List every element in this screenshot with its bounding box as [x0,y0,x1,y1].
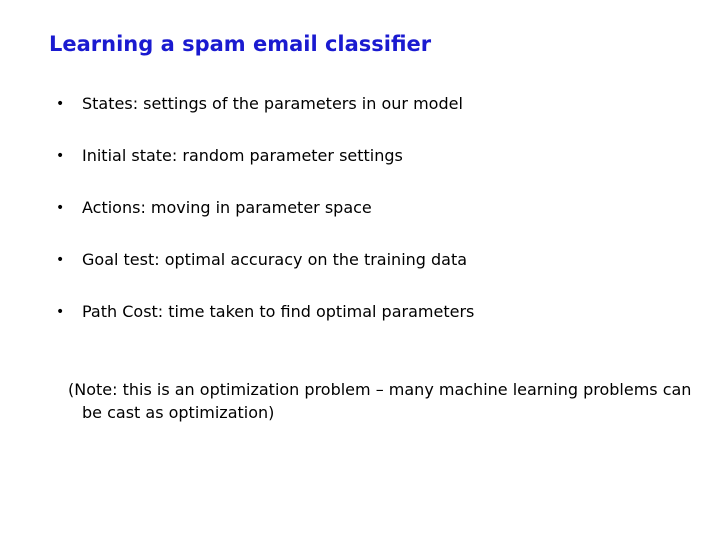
bullet-text-goal-test: Goal test: optimal accuracy on the training data [82,250,468,269]
bullet-text-states: States: settings of the parameters in our model [82,94,463,113]
bullet-dot-icon: • [56,96,65,112]
bullet-dot-icon: • [56,148,65,164]
note-text: (Note: this is an optimization problem – many machine learning problems can be cast as optimization) [68,380,692,422]
slide-title: Learning a spam email classifier [49,32,432,56]
bullet-text-path-cost: Path Cost: time taken to find optimal parameters [82,302,475,321]
bullet-text-actions: Actions: moving in parameter space [82,198,372,217]
bullet-dot-icon: • [56,304,65,320]
bullet-text-initial-state: Initial state: random parameter settings [82,146,403,165]
bullet-dot-icon: • [56,252,65,268]
bullet-dot-icon: • [56,200,65,216]
